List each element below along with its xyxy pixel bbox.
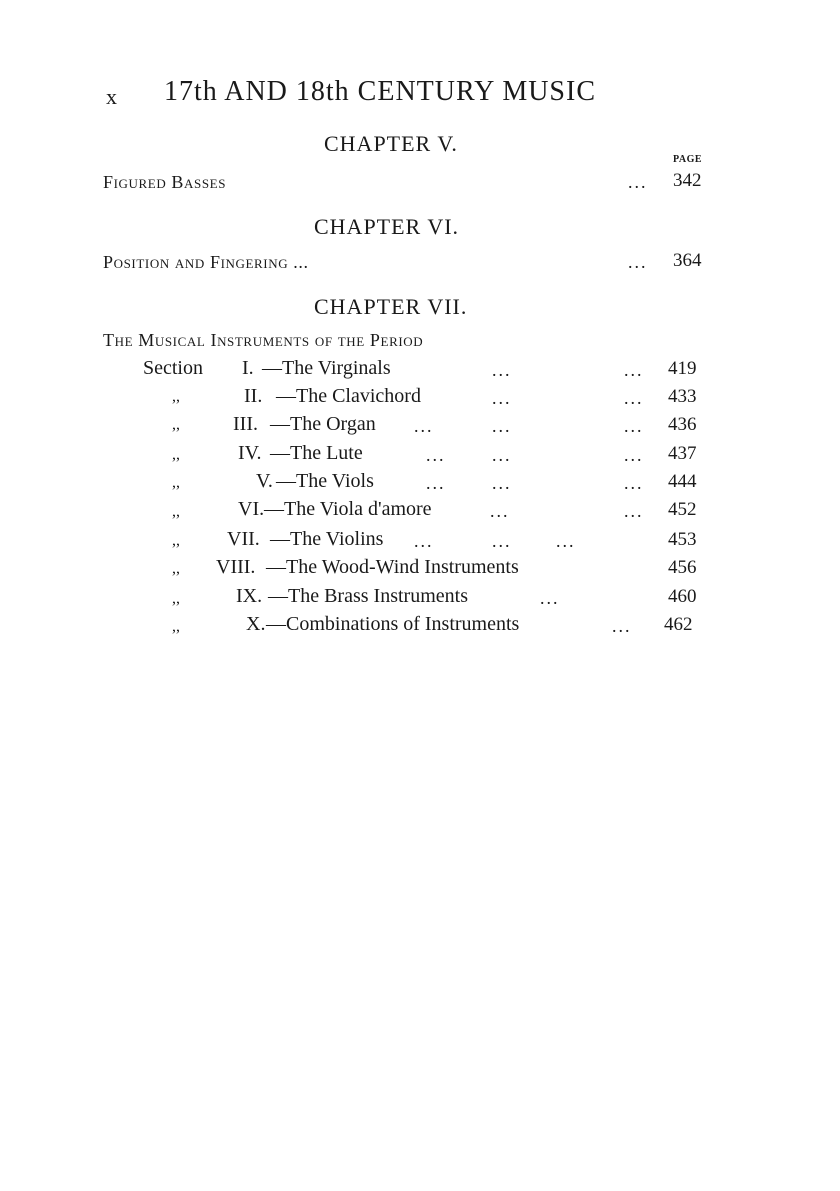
leader-dots: ...	[624, 360, 644, 380]
leader-dots: ...	[624, 445, 644, 465]
ditto-mark: ,,	[172, 560, 180, 577]
leader-dots: ...	[492, 388, 512, 408]
section-numeral: IX.	[236, 585, 263, 607]
chapter-heading: CHAPTER VI.	[314, 214, 460, 239]
section-title: —The Lute	[270, 442, 363, 464]
leader-dots: ...	[414, 416, 434, 436]
ditto-mark: ,,	[172, 388, 180, 405]
ditto-mark: ,,	[172, 446, 180, 463]
section-title: —The Wood-Wind Instruments	[266, 556, 519, 578]
ditto-mark: ,,	[172, 618, 180, 635]
leader-dots: ...	[624, 388, 644, 408]
ditto-mark: ,,	[172, 503, 180, 520]
page-number: 419	[668, 358, 697, 379]
running-title: 17th AND 18th CENTURY MUSIC	[164, 76, 597, 107]
section-label: Section	[143, 357, 203, 379]
leader-dots: ...	[628, 252, 648, 272]
page-number: 453	[668, 529, 697, 550]
section-numeral: VII.	[227, 528, 260, 550]
page-number: 456	[668, 557, 697, 578]
ditto-mark: ,,	[172, 532, 180, 549]
section-numeral: II.	[244, 385, 263, 407]
page-number: 436	[668, 414, 697, 435]
ditto-mark: ,,	[172, 590, 180, 607]
section-title: —The Brass Instruments	[268, 585, 468, 607]
page-number: 452	[668, 499, 697, 520]
page-number: 460	[668, 586, 697, 607]
page-number: 364	[673, 250, 702, 271]
section-numeral: VI.	[238, 498, 265, 520]
section-numeral: III.	[233, 413, 258, 435]
leader-dots: ...	[540, 588, 560, 608]
section-numeral: V.	[256, 470, 273, 492]
section-title: —The Virginals	[262, 357, 391, 379]
page-numeral: x	[106, 84, 117, 109]
leader-dots: ...	[490, 501, 510, 521]
page-column-label: PAGE	[673, 154, 703, 165]
leader-dots: ...	[492, 360, 512, 380]
page-number: 433	[668, 386, 697, 407]
page-number: 444	[668, 471, 697, 492]
chapter-heading: CHAPTER V.	[324, 131, 458, 156]
leader-dots: ...	[492, 473, 512, 493]
leader-dots: ...	[414, 531, 434, 551]
leader-dots: ...	[556, 531, 576, 551]
toc-entry-title: Figured Basses	[103, 172, 227, 192]
leader-dots: ...	[612, 616, 632, 636]
chapter-heading: CHAPTER VII.	[314, 294, 468, 319]
section-title: —The Organ	[270, 413, 376, 435]
section-title: —The Clavichord	[276, 385, 421, 407]
leader-dots: ...	[492, 416, 512, 436]
leader-dots: ...	[492, 445, 512, 465]
leader-dots: ...	[624, 416, 644, 436]
section-numeral: IV.	[238, 442, 262, 464]
leader-dots: ...	[426, 445, 446, 465]
ditto-mark: ,,	[172, 474, 180, 491]
section-numeral: I.	[242, 357, 254, 379]
toc-entry-title: Position and Fingering ...	[103, 252, 309, 272]
section-title: —The Viols	[276, 470, 374, 492]
section-title: —The Viola d'amore	[264, 498, 432, 520]
section-title: —The Violins	[270, 528, 384, 550]
page-number: 342	[673, 170, 702, 191]
section-title: —Combinations of Instruments	[266, 613, 520, 635]
toc-entry-title: The Musical Instruments of the Period	[103, 330, 424, 350]
leader-dots: ...	[624, 501, 644, 521]
leader-dots: ...	[492, 531, 512, 551]
leader-dots: ...	[628, 172, 648, 192]
page-number: 462	[664, 614, 693, 635]
ditto-mark: ,,	[172, 416, 180, 433]
page-number: 437	[668, 443, 697, 464]
section-numeral: X.	[246, 613, 266, 635]
section-numeral: VIII.	[216, 556, 256, 578]
leader-dots: ...	[426, 473, 446, 493]
leader-dots: ...	[624, 473, 644, 493]
